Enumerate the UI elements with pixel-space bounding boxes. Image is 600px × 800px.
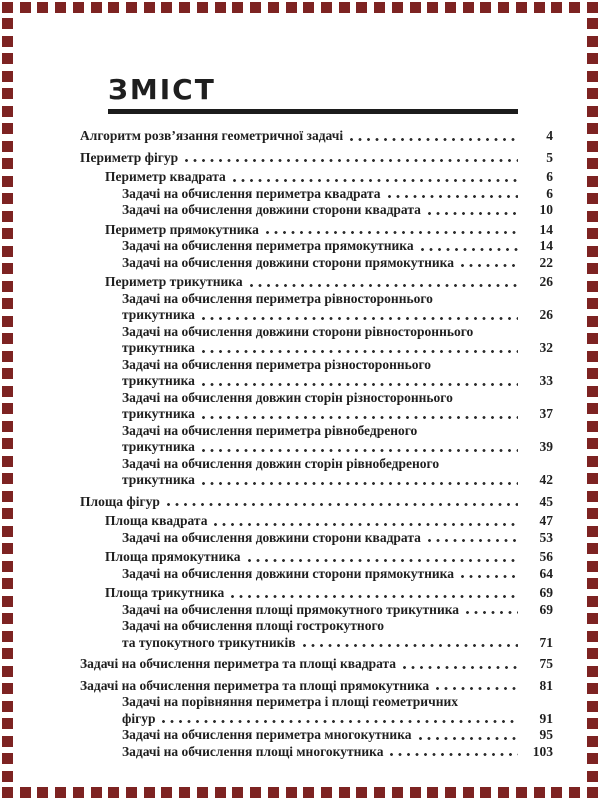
border-square [2,71,13,82]
toc-entry-text: Задачі на обчислення периметра та площі прямокутника [80,677,430,693]
border-square [551,787,562,798]
toc-page-number: 103 [532,743,553,759]
toc-entry [80,513,553,530]
toc-page-number: 71 [539,634,553,650]
border-square [2,351,13,362]
border-square [534,787,545,798]
toc-entry-text: Задачі на обчислення периметра різностороннього [122,356,432,372]
toc-page-number: 64 [539,565,553,581]
dot-leader [202,416,518,420]
border-square [551,2,562,13]
border-square [587,263,598,274]
border-square [587,456,598,467]
border-square [37,2,48,13]
toc-page-number: 14 [539,221,553,237]
border-square [126,2,137,13]
border-square [91,2,102,13]
border-square [2,491,13,502]
border-square [2,421,13,432]
toc-page-number: 42 [539,472,553,487]
toc-page-number: 69 [539,585,553,600]
border-square [587,578,598,589]
border-square [2,36,13,47]
border-square [445,787,456,798]
dot-leader [350,138,518,142]
border-square [587,491,598,502]
toc-entry-text: Периметр трикутника [105,274,243,289]
toc-entry-text: трикутника [122,373,195,388]
border-square [2,578,13,589]
toc-page-number: 39 [539,439,553,454]
border-square [215,2,226,13]
dot-leader [303,644,519,648]
border-square [20,2,31,13]
border-square [587,771,598,782]
toc-page-number: 26 [539,307,553,322]
toc-entry [80,128,553,145]
border-square [2,246,13,257]
border-square [303,787,314,798]
border-square [2,648,13,659]
border-square [250,2,261,13]
toc-entry-text: Задачі на обчислення площі прямокутного трикутника [122,601,460,617]
toc-entry-text: Задачі на обчислення периметра рівнобедреного [122,422,418,438]
border-square [339,2,350,13]
border-square [427,2,438,13]
toc-page-number: 10 [539,202,553,217]
dot-leader [419,737,518,741]
border-square [2,228,13,239]
dot-leader [202,383,518,387]
border-square [587,561,598,572]
toc-entry-text: Задачі на обчислення периметра квадрата [122,185,381,201]
border-square [587,71,598,82]
toc-entry [80,494,553,511]
border-square [2,106,13,117]
border-square [587,787,598,798]
border-square [587,473,598,484]
toc-page-number: 69 [539,601,553,617]
border-square [126,787,137,798]
border-square [587,281,598,292]
dot-leader [428,212,518,216]
border-square [587,753,598,764]
toc-list [80,128,553,760]
toc-entry-text: Алгоритм розв’язання геометричної задачі [80,128,344,143]
border-square [587,368,598,379]
border-square [587,386,598,397]
toc-entry-text: Задачі на обчислення периметра многокутника [122,727,412,742]
dot-leader [202,449,518,453]
toc-page-number: 81 [539,677,553,693]
toc-page-number: 22 [539,254,553,270]
toc-entry-text: трикутника [122,340,195,355]
toc-page-number: 37 [539,406,553,421]
border-square [2,508,13,519]
border-square [587,36,598,47]
border-square [587,193,598,204]
toc-entry [80,357,553,374]
dot-leader [185,159,518,163]
dot-leader [461,264,518,268]
border-square [2,438,13,449]
toc-entry-text: Задачі на обчислення площі гострокутного [122,618,384,633]
toc-entry-text: Площа фігур [80,493,160,509]
toc-entry-continuation [80,340,553,357]
border-square [587,631,598,642]
dot-leader [388,195,518,199]
dot-leader [162,720,518,724]
decorative-border-bottom [2,787,598,798]
toc-page-number: 5 [546,149,553,165]
dot-leader [233,179,518,183]
border-square [587,228,598,239]
border-square [516,787,527,798]
border-square [587,351,598,362]
toc-entry [80,202,553,219]
toc-entry-continuation [80,406,553,423]
toc-entry [80,585,553,602]
border-square [587,246,598,257]
toc-entry [80,222,553,239]
border-square [144,787,155,798]
toc-entry-continuation [80,711,553,728]
border-square [587,613,598,624]
border-square [587,123,598,134]
border-square [2,771,13,782]
toc-entry-text: та тупокутного трикутників [122,634,296,650]
border-square [480,787,491,798]
toc-entry-continuation [80,439,553,456]
border-square [2,473,13,484]
dot-leader [202,482,518,486]
dot-leader [248,559,518,563]
toc-entry [80,656,553,673]
toc-page-number: 53 [539,529,553,545]
border-square [587,53,598,64]
border-square [392,787,403,798]
border-square [356,787,367,798]
toc-entry-text: Задачі на обчислення периметра рівностороннього [122,290,433,306]
toc-page-number: 95 [539,727,553,742]
toc-entry [80,530,553,547]
toc-entry-text: Задачі на обчислення довжини сторони прямокутника [122,254,454,270]
border-square [215,787,226,798]
border-square [20,787,31,798]
border-square [587,88,598,99]
border-square [534,2,545,13]
border-square [2,683,13,694]
border-square [392,2,403,13]
border-square [2,753,13,764]
border-square [108,787,119,798]
toc-page-number: 26 [539,274,553,289]
border-square [445,2,456,13]
border-square [480,2,491,13]
border-square [2,561,13,572]
toc-entry [80,169,553,186]
toc-page-number: 45 [539,493,553,509]
border-square [144,2,155,13]
toc-entry-text: Задачі на обчислення довжин сторін рівнобедреного [122,455,440,471]
border-square [286,787,297,798]
toc-entry [80,566,553,583]
toc-entry [80,744,553,761]
border-square [587,298,598,309]
toc-page-number: 14 [539,238,553,253]
toc-entry-text: Задачі на обчислення довжини сторони квадрата [122,529,421,545]
toc-entry-text: трикутника [122,406,195,421]
border-square [587,648,598,659]
border-square [303,2,314,13]
toc-entry-continuation [80,635,553,652]
border-square [2,543,13,554]
border-square [2,193,13,204]
dot-leader [231,595,518,599]
border-square [587,316,598,327]
toc-entry-text: Задачі на обчислення периметра прямокутника [122,238,414,253]
border-square [516,2,527,13]
toc-entry-text: трикутника [122,307,195,322]
toc-entry-text: Задачі на порівняння периметра і площі геометричних [122,694,459,709]
border-square [2,298,13,309]
border-square [498,787,509,798]
border-square [587,438,598,449]
toc-entry-text: трикутника [122,439,195,454]
border-square [587,18,598,29]
border-square [2,368,13,379]
toc-page-number: 32 [539,340,553,355]
toc-page-number: 56 [539,549,553,564]
border-square [179,787,190,798]
border-square [587,141,598,152]
border-square [232,2,243,13]
border-square [587,683,598,694]
dot-leader [436,687,518,691]
border-square [2,123,13,134]
border-square [2,176,13,187]
toc-content [80,73,553,760]
dot-leader [202,350,518,354]
decorative-border-right [587,18,598,782]
border-square [2,88,13,99]
border-square [569,2,580,13]
border-square [587,211,598,222]
toc-entry-text: Площа прямокутника [105,549,241,564]
dot-leader [167,503,518,507]
border-square [498,2,509,13]
border-square [2,403,13,414]
border-square [250,787,261,798]
toc-entry [80,727,553,744]
border-square [268,2,279,13]
toc-entry-text: Задачі на обчислення периметра та площі квадрата [80,656,397,671]
border-square [2,701,13,712]
toc-entry [80,390,553,407]
border-square [232,787,243,798]
border-square [2,2,13,13]
border-square [463,2,474,13]
toc-page-number: 6 [546,185,553,201]
border-square [2,596,13,607]
border-square [2,158,13,169]
toc-entry-continuation [80,472,553,489]
toc-entry-text: Задачі на обчислення довжини сторони прямокутника [122,565,454,581]
toc-entry [80,150,553,167]
border-square [587,596,598,607]
border-square [587,526,598,537]
border-square [73,787,84,798]
toc-entry [80,618,553,635]
border-square [587,158,598,169]
dot-leader [266,231,518,235]
toc-entry-text: Периметр прямокутника [105,221,259,237]
toc-entry-continuation [80,307,553,324]
toc-entry [80,238,553,255]
toc-entry-text: Задачі на обчислення довжин сторін різностороннього [122,389,453,405]
dot-leader [390,753,518,757]
border-square [2,631,13,642]
title-rule [108,109,518,114]
toc-entry [80,678,553,695]
border-square [321,787,332,798]
border-square [2,316,13,327]
border-square [2,718,13,729]
border-square [286,2,297,13]
toc-entry-text: Площа квадрата [105,513,208,528]
dot-leader [421,248,518,252]
dot-leader [214,523,518,527]
toc-entry-continuation [80,373,553,390]
toc-page-number: 47 [539,513,553,528]
toc-page-number: 4 [546,128,553,143]
border-square [55,787,66,798]
border-square [587,543,598,554]
toc-page-number: 75 [539,656,553,671]
toc-entry [80,324,553,341]
toc-entry-text: Задачі на обчислення довжини сторони рівностороннього [122,323,474,339]
border-square [197,2,208,13]
border-square [2,787,13,798]
toc-entry-text: Периметр квадрата [105,169,226,184]
border-square [410,2,421,13]
border-square [587,666,598,677]
border-square [569,787,580,798]
dot-leader [250,284,518,288]
border-square [161,2,172,13]
border-square [427,787,438,798]
border-square [91,787,102,798]
border-square [161,787,172,798]
border-square [2,613,13,624]
border-square [587,736,598,747]
toc-entry [80,549,553,566]
border-square [2,211,13,222]
toc-entry [80,274,553,291]
toc-entry [80,602,553,619]
border-square [587,403,598,414]
border-square [2,386,13,397]
border-square [2,526,13,537]
border-square [587,176,598,187]
toc-page-number: 91 [539,710,553,726]
border-square [2,456,13,467]
dot-leader [403,666,518,670]
border-square [73,2,84,13]
border-square [37,787,48,798]
decorative-border-left [2,18,13,782]
decorative-border-top [2,2,598,13]
dot-leader [466,611,518,615]
border-square [587,718,598,729]
border-square [463,787,474,798]
border-square [108,2,119,13]
dot-leader [461,575,518,579]
dot-leader [428,539,518,543]
border-square [2,18,13,29]
toc-entry [80,694,553,711]
toc-entry-text: Задачі на обчислення площі многокутника [122,743,384,759]
toc-entry [80,186,553,203]
border-square [2,333,13,344]
border-square [410,787,421,798]
border-square [2,281,13,292]
border-square [55,2,66,13]
toc-entry [80,255,553,272]
toc-entry-text: фігур [122,710,156,726]
toc-entry [80,423,553,440]
toc-entry-text: Периметр фігур [80,149,179,165]
border-square [339,787,350,798]
border-square [587,508,598,519]
toc-entry-text: трикутника [122,472,195,487]
toc-entry [80,456,553,473]
border-square [587,333,598,344]
border-square [2,736,13,747]
border-square [179,2,190,13]
border-square [374,2,385,13]
border-square [2,53,13,64]
dot-leader [202,317,518,321]
toc-entry [80,291,553,308]
toc-entry-text: Площа трикутника [105,585,225,600]
toc-page-number: 33 [539,373,553,388]
border-square [587,106,598,117]
border-square [587,701,598,712]
border-square [2,666,13,677]
toc-page-number: 6 [546,169,553,184]
toc-entry-text: Задачі на обчислення довжини сторони квадрата [122,202,421,217]
border-square [268,787,279,798]
border-square [2,263,13,274]
border-square [2,141,13,152]
border-square [321,2,332,13]
page-title: ЗМІСТ [108,73,216,106]
border-square [197,787,208,798]
border-square [587,421,598,432]
border-square [587,2,598,13]
border-square [356,2,367,13]
border-square [374,787,385,798]
